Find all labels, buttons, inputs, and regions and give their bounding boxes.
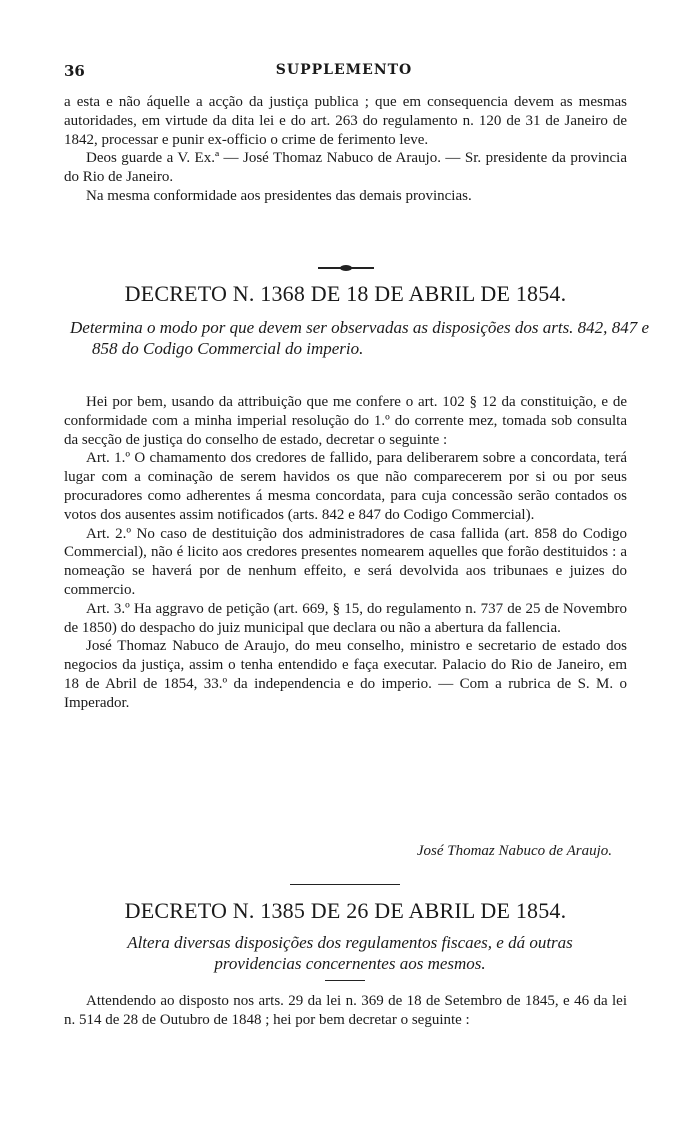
continuation-section	[64, 93, 627, 206]
short-divider	[325, 980, 365, 981]
continuation-paragraph-2: Deos guarde a V. Ex.ª — José Thomaz Nabuco de Araujo. — Sr. presidente da provincia do Rio de Janeiro.	[64, 150, 627, 186]
running-title: SUPPLEMENTO	[275, 62, 413, 78]
decree-2-title: DECRETO N. 1385 DE 26 DE ABRIL DE 1854.	[124, 898, 567, 923]
decree-1-article-3: Art. 3.º Ha aggravo de petição (art. 669, § 15, do regulamento n. 737 de 25 de Novembro de 1850) do despacho do juiz municipal que declara ou não a abertura da fallencia.	[64, 600, 627, 636]
decree-1-summary: Determina o modo por que devem ser observadas as disposições dos arts. 842, 847 e 858 do Codigo Commercial do imperio.	[70, 318, 649, 358]
page-number: 36	[64, 62, 85, 80]
continuation-paragraph-3: Na mesma conformidade aos presidentes das demais provincias.	[86, 187, 472, 204]
continuation-paragraph-1: a esta e não áquelle a acção da justiça publica ; que em consequencia devem as mesmas autoridades, em virtude da dita lei e do art. 263 do regulamento n. 120 de 31 de Janeiro de 1842, processar e punir ex-officio o crime de ferimento leve.	[64, 94, 627, 148]
section-divider	[290, 884, 400, 885]
decree-1-article-1: Art. 1.º O chamamento dos credores de fallido, para deliberarem sobre a concordata, terá lugar com a cominação de serem havidos os que não comparecerem por si ou por seus procuradores como adherentes á mesma concordata, para cuja concessão serão contados os votos dos ausentes assim notificados (arts. 842 e 847 do Codigo Commercial).	[64, 450, 627, 523]
decree-1-closing: José Thomaz Nabuco de Araujo, do meu conselho, ministro e secretario de estado dos negocios da justiça, assim o tenha entendido e faça executar. Palacio do Rio de Janeiro, em 18 de Abril de 1854, 33.º da independencia e do imperio. — Com a rubrica de S. M. o Imperador.	[64, 638, 627, 711]
decree-1-signature: José Thomaz Nabuco de Araujo.	[416, 843, 612, 859]
decree-1-article-2: Art. 2.º No caso de destituição dos administradores de casa fallida (art. 858 do Codigo Commercial), não é licito aos credores presentes nomearem aquelles que forão destituidos : a nomeação se haverá por de nenhum effeito, e será devolvida aos tribunaes e juizes do commercio.	[64, 525, 627, 598]
decree-1-preamble: Hei por bem, usando da attribuição que me confere o art. 102 § 12 da constituição, e de conformidade com a minha imperial resolução do 1.º do corrente mez, tomada sob consulta da secção de justiça do conselho de estado, decretar o seguinte :	[64, 394, 627, 448]
ornamental-divider	[318, 267, 374, 269]
decree-2-preamble: Attendendo ao disposto nos arts. 29 da lei n. 369 de 18 de Setembro de 1845, e 46 da lei n. 514 de 28 de Outubro de 1848 ; hei por bem decretar o seguinte :	[64, 993, 627, 1028]
running-header	[64, 62, 624, 84]
decree-1-title: DECRETO N. 1368 DE 18 DE ABRIL DE 1854.	[124, 281, 567, 306]
decree-2-summary: Altera diversas disposições dos regulamentos fiscaes, e dá outras providencias concernentes aos mesmos.	[127, 933, 573, 973]
decree-1-body	[64, 393, 627, 713]
decree-2-body	[64, 992, 627, 1030]
